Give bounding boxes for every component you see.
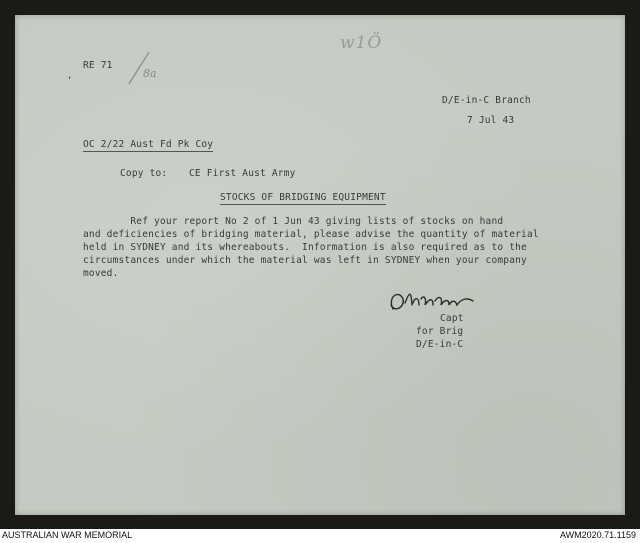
letter-date: 7 Jul 43 xyxy=(467,115,515,126)
copy-to-value: CE First Aust Army xyxy=(189,168,296,179)
institution-caption: AUSTRALIAN WAR MEMORIAL xyxy=(2,530,133,540)
top-annotation: w1Ö xyxy=(340,33,383,53)
copy-to-label: Copy to: xyxy=(120,168,168,179)
addressee: OC 2/22 Aust Fd Pk Coy xyxy=(83,139,214,150)
branch-line: D/E-in-C Branch xyxy=(442,95,531,106)
signer-for: for Brig xyxy=(416,326,464,337)
subject-heading: STOCKS OF BRIDGING EQUIPMENT xyxy=(220,192,386,203)
signer-rank: Capt xyxy=(440,313,464,324)
ink-mark: ‚ xyxy=(68,70,72,81)
signature xyxy=(385,283,485,317)
signer-office: D/E-in-C xyxy=(416,339,464,350)
letter-paper xyxy=(15,15,625,515)
accession-number: AWM2020.71.1159 xyxy=(559,530,636,540)
reference-number: RE 71 xyxy=(83,60,113,71)
reference-annotation: 8a xyxy=(143,67,157,80)
letter-body: Ref your report No 2 of 1 Jun 43 giving lists of stocks on hand and deficiencies of bridging material, please advise the quantity of material held in SYDNEY and its whereabouts. Information is also required as to the circumstances under which the material was left in SYDNEY when your company moved. xyxy=(83,216,539,279)
